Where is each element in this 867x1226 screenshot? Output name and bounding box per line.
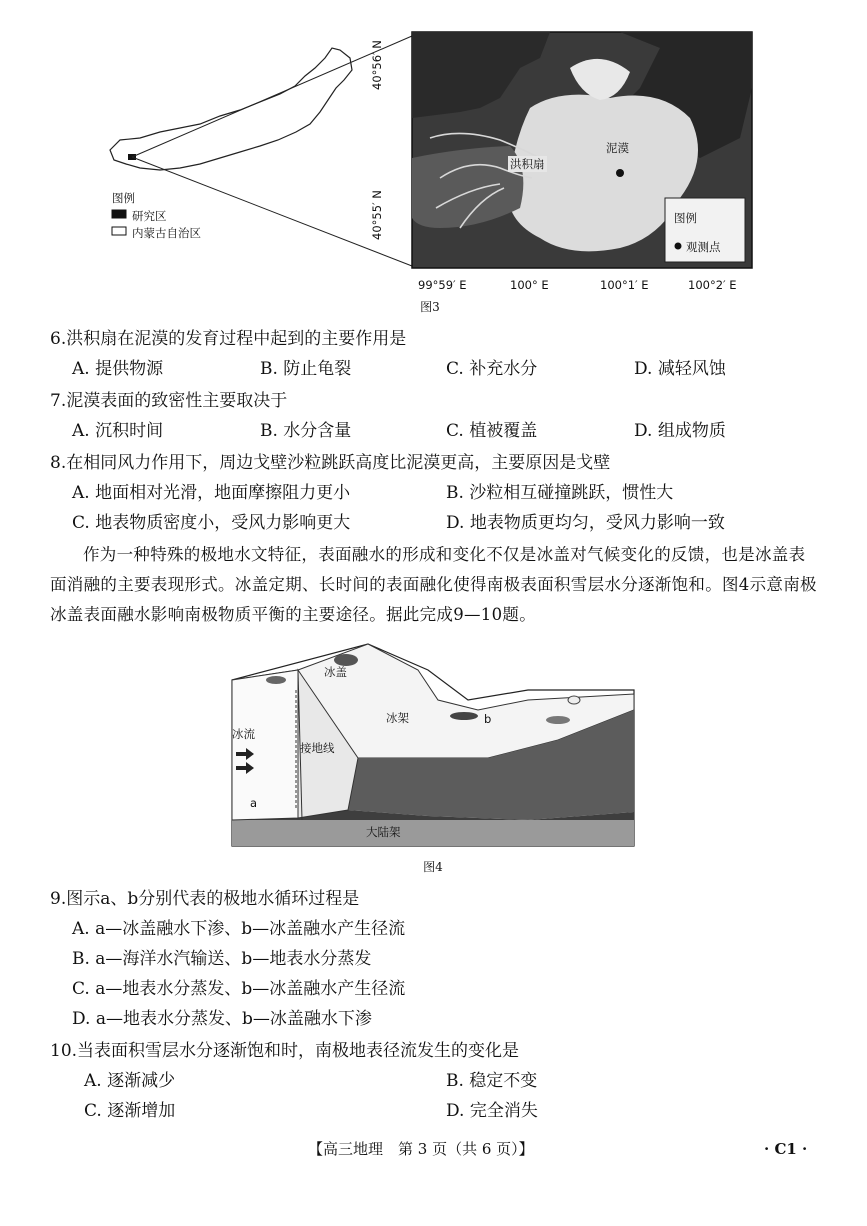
inset-legend-title: 图例 [674,211,697,225]
continental-shelf [232,820,634,846]
question-9-stem: 9.图示a、b分别代表的极地水循环过程是 [50,889,360,909]
lat-label-40-56: 40°56′ N [370,40,384,90]
ice-stream-label: 冰流 [232,727,255,741]
q9-option-b[interactable]: B. a—海洋水汽输送、b—地表水分蒸发 [72,949,372,969]
inset-legend-item: 观测点 [686,240,721,254]
q8-option-b[interactable]: B. 沙粒相互碰撞跳跃，惯性大 [446,483,674,503]
q7-option-b[interactable]: B. 水分含量 [260,421,352,441]
lon-label-100-2: 100°2′ E [688,278,737,292]
q10-option-a[interactable]: A. 逐渐减少 [84,1071,176,1091]
legend-title: 图例 [112,191,135,205]
figure-4-caption: 图4 [423,860,443,874]
lon-label-99-59: 99°59′ E [418,278,467,292]
page-code: · C1 · [764,1140,808,1158]
figure-4 [228,640,638,852]
figure-3-graphic [100,28,760,318]
question-8-stem: 8.在相同风力作用下，周边戈壁沙粒跳跃高度比泥漠更高，主要原因是戈壁 [50,453,611,473]
q8-option-a[interactable]: A. 地面相对光滑，地面摩擦阻力更小 [72,483,351,503]
q9-option-d[interactable]: D. a—地表水分蒸发、b—冰盖融水下渗 [72,1009,372,1029]
page-footer: 【高三地理 第 3 页（共 6 页）】 [308,1140,534,1158]
lon-label-100: 100° E [510,278,549,292]
continental-shelf-label: 大陆架 [366,825,401,839]
q10-option-c[interactable]: C. 逐渐增加 [84,1101,176,1121]
question-10-stem: 10.当表面积雪层水分逐渐饱和时，南极地表径流发生的变化是 [50,1041,520,1061]
q6-option-c[interactable]: C. 补充水分 [446,359,538,379]
lon-label-100-1: 100°1′ E [600,278,649,292]
label-a: a [250,796,258,810]
figure-4-graphic [228,640,638,852]
figure-3-caption: 图3 [420,300,440,314]
q6-option-d[interactable]: D. 减轻风蚀 [634,359,726,379]
alluvial-fan-label: 洪积扇 [510,157,545,171]
observation-point [616,169,624,177]
q8-option-d[interactable]: D. 地表物质更均匀，受风力影响一致 [446,513,725,533]
q6-option-a[interactable]: A. 提供物源 [72,359,164,379]
q9-option-a[interactable]: A. a—冰盖融水下渗、b—冰盖融水产生径流 [72,919,406,939]
q10-option-b[interactable]: B. 稳定不变 [446,1071,538,1091]
legend-item-inner-mongolia: 内蒙古自治区 [132,226,201,240]
q6-option-b[interactable]: B. 防止龟裂 [260,359,352,379]
lat-label-40-55: 40°55′ N [370,190,384,240]
reading-passage: 作为一种特殊的极地水文特征，表面融水的形成和变化不仅是冰盖对气候变化的反馈，也是冰盖表面消融的主要表现形式。冰盖定期、长时间的表面融化使得南极表面积雪层水分逐渐饱和。图4示意南极冰盖表面融水影响南极物质平衡的主要途径。据此完成9—10题。 [50,545,817,624]
question-7-stem: 7.泥漠表面的致密性主要取决于 [50,391,288,411]
label-b: b [484,712,492,726]
q7-option-d[interactable]: D. 组成物质 [634,421,726,441]
mud-desert-label: 泥漠 [606,141,629,155]
q9-option-c[interactable]: C. a—地表水分蒸发、b—冰盖融水产生径流 [72,979,406,999]
q8-option-c[interactable]: C. 地表物质密度小，受风力影响更大 [72,513,351,533]
grounding-line-label: 接地线 [300,741,335,755]
figure-3 [100,28,760,318]
ice-shelf-label: 冰架 [386,711,409,725]
legend-item-research-area: 研究区 [132,209,167,223]
inner-mongolia-outline [110,48,352,170]
ice-sheet-label: 冰盖 [324,665,347,679]
question-6-stem: 6.洪积扇在泥漠的发育过程中起到的主要作用是 [50,329,407,349]
q10-option-d[interactable]: D. 完全消失 [446,1101,538,1121]
q7-option-c[interactable]: C. 植被覆盖 [446,421,538,441]
q7-option-a[interactable]: A. 沉积时间 [72,421,164,441]
